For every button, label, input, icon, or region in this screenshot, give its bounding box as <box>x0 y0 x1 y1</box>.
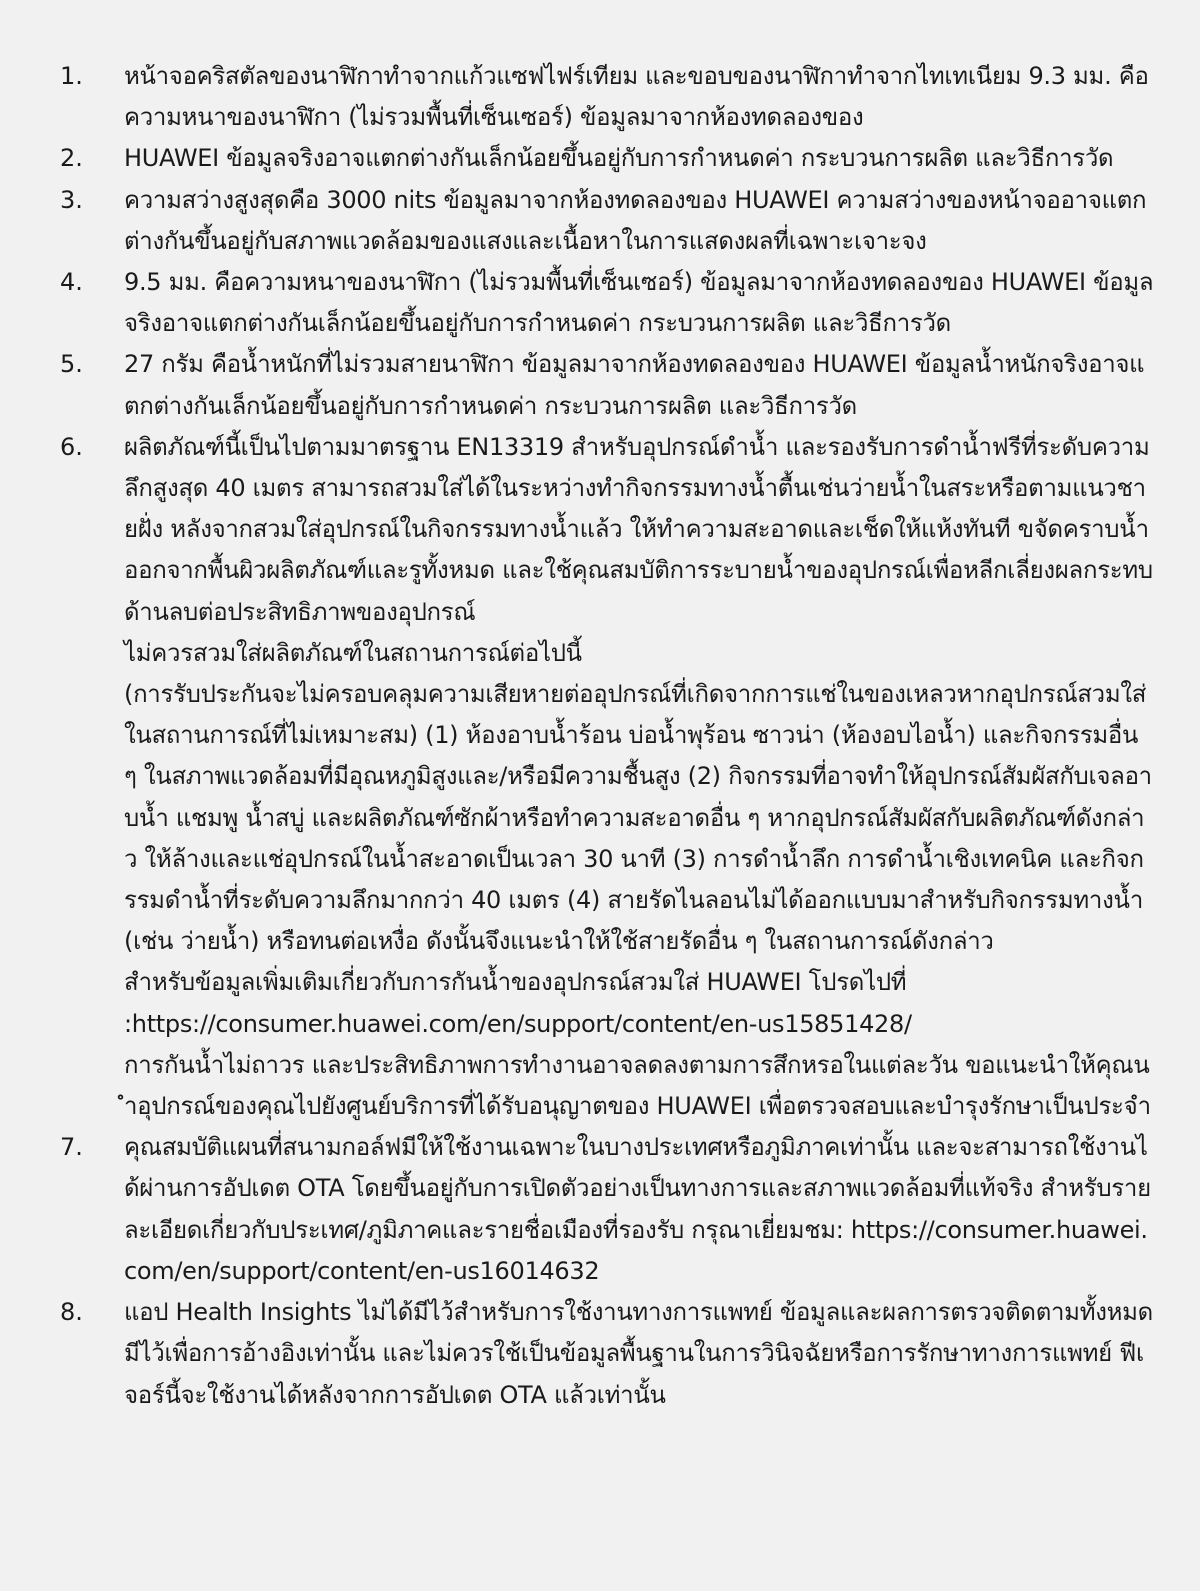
footnote-item <box>60 138 1156 179</box>
support-link[interactable]: :https://consumer.huawei.com/en/support/content/en-us15851428/ <box>124 1009 912 1038</box>
footnote-text: HUAWEI ข้อมูลจริงอาจแตกต่างกันเล็กน้อยขึ้นอยู่กับการกำหนดค่า กระบวนการผลิต และวิธีการวัด <box>124 144 1114 173</box>
footnote-item <box>60 56 1156 138</box>
footnote-number: 7. <box>60 1133 83 1162</box>
footnote-item <box>60 1292 1156 1416</box>
footnote-number: 4. <box>60 268 83 297</box>
footnote-item <box>60 1127 1156 1292</box>
footnote-item <box>60 180 1156 262</box>
footnote-body <box>124 262 1156 344</box>
footnote-number: 6. <box>60 432 83 461</box>
footnote-text: 27 กรัม คือน้ำหนักที่ไม่รวมสายนาฬิกา ข้อมูลมาจากห้องทดลองของ HUAWEI ข้อมูลน้ำหนักจริงอาจแตกต่างกันเล็กน้อยขึ้นอยู่กับการกำหนดค่า กระบวนการผลิต และวิธีการวัด <box>124 350 1145 420</box>
footnote-list <box>60 56 1156 1416</box>
footnote-text: 9.5 มม. คือความหนาของนาฬิกา (ไม่รวมพื้นที่เซ็นเซอร์) ข้อมูลมาจากห้องทดลองของ HUAWEI ข้อมูลจริงอาจแตกต่างกันเล็กน้อยขึ้นอยู่กับการกำหนดค่า กระบวนการผลิต และวิธีการวัด <box>124 268 1154 338</box>
footnote-body <box>124 344 1156 426</box>
footnote-text: การกันน้ำไม่ถาวร และประสิทธิภาพการทำงานอาจลดลงตามการสึกหรอในแต่ละวัน ขอแนะนำให้คุณนำอุปกรณ์ของคุณไปยังศูนย์บริการที่ได้รับอนุญาตของ HUAWEI เพื่อตรวจสอบและบำรุงรักษาเป็นประจำ <box>124 1050 1151 1121</box>
footnote-body <box>124 427 1156 1127</box>
footnote-text: ไม่ควรสวมใส่ผลิตภัณฑ์ในสถานการณ์ต่อไปนี้ <box>124 638 582 667</box>
footnote-body <box>124 138 1156 179</box>
footnote-text: คุณสมบัติแผนที่สนามกอล์ฟมีให้ใช้งานเฉพาะในบางประเทศหรือภูมิภาคเท่านั้น และจะสามารถใช้งานได้ผ่านการอัปเดต OTA โดยขึ้นอยู่กับการเปิดตัวอย่างเป็นทางการและสภาพแวดล้อมที่แท้จริง สำหรับรายละเอียดเกี่ยวกับประเทศ/ภูมิภาคและรายชื่อเมืองที่รองรับ กรุณาเยี่ยมชม: https://consumer.huawei.com/en/support/content/en-us16014632 <box>124 1133 1151 1285</box>
footnote-body <box>124 1292 1156 1416</box>
footnote-text: หน้าจอคริสตัลของนาฬิกาทำจากแก้วแซฟไฟร์เทียม และขอบของนาฬิกาทำจากไทเทเนียม 9.3 มม. คือความหนาของนาฬิกา (ไม่รวมพื้นที่เซ็นเซอร์) ข้อมูลมาจากห้องทดลองของ <box>124 62 1149 132</box>
footnote-text: (การรับประกันจะไม่ครอบคลุมความเสียหายต่ออุปกรณ์ที่เกิดจากการแช่ในของเหลวหากอุปกรณ์สวมใส่ในสถานการณ์ที่ไม่เหมาะสม) (1) ห้องอาบน้ำร้อน บ่อน้ำพุร้อน ซาวน่า (ห้องอบไอน้ำ) และกิจกรรมอื่น ๆ ในสภาพแวดล้อมที่มีอุณหภูมิสูงและ/หรือมีความชื้นสูง (2) กิจกรรมที่อาจทำให้อุปกรณ์สัมผัสกับเจลอาบน้ำ แชมพู น้ำสบู่ และผลิตภัณฑ์ซักผ้าหรือทำความสะอาดอื่น ๆ หากอุปกรณ์สัมผัสกับผลิตภัณฑ์ดังกล่าว ให้ล้างและแช่อุปกรณ์ในน้ำสะอาดเป็นเวลา 30 นาที (3) การดำน้ำลึก การดำน้ำเชิงเทคนิค และกิจกรรมดำน้ำที่ระดับความลึกมากกว่า 40 เมตร (4) สายรัดไนลอนไม่ได้ออกแบบมาสำหรับกิจกรรมทางน้ำ (เช่น ว่ายน้ำ) หรือทนต่อเหงื่อ ดังนั้นจึงแนะนำให้ใช้สายรัดอื่น ๆ ในสถานการณ์ดังกล่าว <box>124 680 1152 956</box>
footnote-item <box>60 427 1156 1127</box>
footnote-text: สำหรับข้อมูลเพิ่มเติมเกี่ยวกับการกันน้ำของอุปกรณ์สวมใส่ HUAWEI โปรดไปที่ <box>124 968 907 997</box>
footnote-number: 3. <box>60 185 83 214</box>
footnote-text: แอป Health Insights ไม่ได้มีไว้สำหรับการใช้งานทางการแพทย์ ข้อมูลและผลการตรวจติดตามทั้งหมดมีไว้เพื่อการอ้างอิงเท่านั้น และไม่ควรใช้เป็นข้อมูลพื้นฐานในการวินิจฉัยหรือการรักษาทางการแพทย์ ฟีเจอร์นี้จะใช้งานได้หลังจากการอัปเดต OTA แล้วเท่านั้น <box>124 1298 1153 1409</box>
footnote-text: ความสว่างสูงสุดคือ 3000 nits ข้อมูลมาจากห้องทดลองของ HUAWEI ความสว่างของหน้าจออาจแตกต่างกันขึ้นอยู่กับสภาพแวดล้อมของแสงและเนื้อหาในการแสดงผลที่เฉพาะเจาะจง <box>124 185 1147 255</box>
footnote-number: 5. <box>60 350 83 379</box>
footnote-number: 2. <box>60 144 83 173</box>
footnote-number: 1. <box>60 62 83 90</box>
footnote-item <box>60 344 1156 426</box>
footnote-body <box>124 56 1156 138</box>
footnote-number: 8. <box>60 1298 83 1327</box>
footnote-body <box>124 180 1156 262</box>
footnote-body <box>124 1127 1156 1292</box>
footnote-item <box>60 262 1156 344</box>
footnote-text: ผลิตภัณฑ์นี้เป็นไปตามมาตรฐาน EN13319 สำหรับอุปกรณ์ดำน้ำ และรองรับการดำน้ำฟรีที่ระดับความลึกสูงสุด 40 เมตร สามารถสวมใส่ได้ในระหว่างทำกิจกรรมทางน้ำตื้นเช่นว่ายน้ำในสระหรือตามแนวชายฝั่ง หลังจากสวมใส่อุปกรณ์ในกิจกรรมทางน้ำแล้ว ให้ทำความสะอาดและเช็ดให้แห้งทันที ขจัดคราบน้ำออกจากพื้นผิวผลิตภัณฑ์และรูทั้งหมด และใช้คุณสมบัติการระบายน้ำของอุปกรณ์เพื่อหลีกเลี่ยงผลกระทบด้านลบต่อประสิทธิภาพของอุปกรณ์ <box>124 432 1153 626</box>
